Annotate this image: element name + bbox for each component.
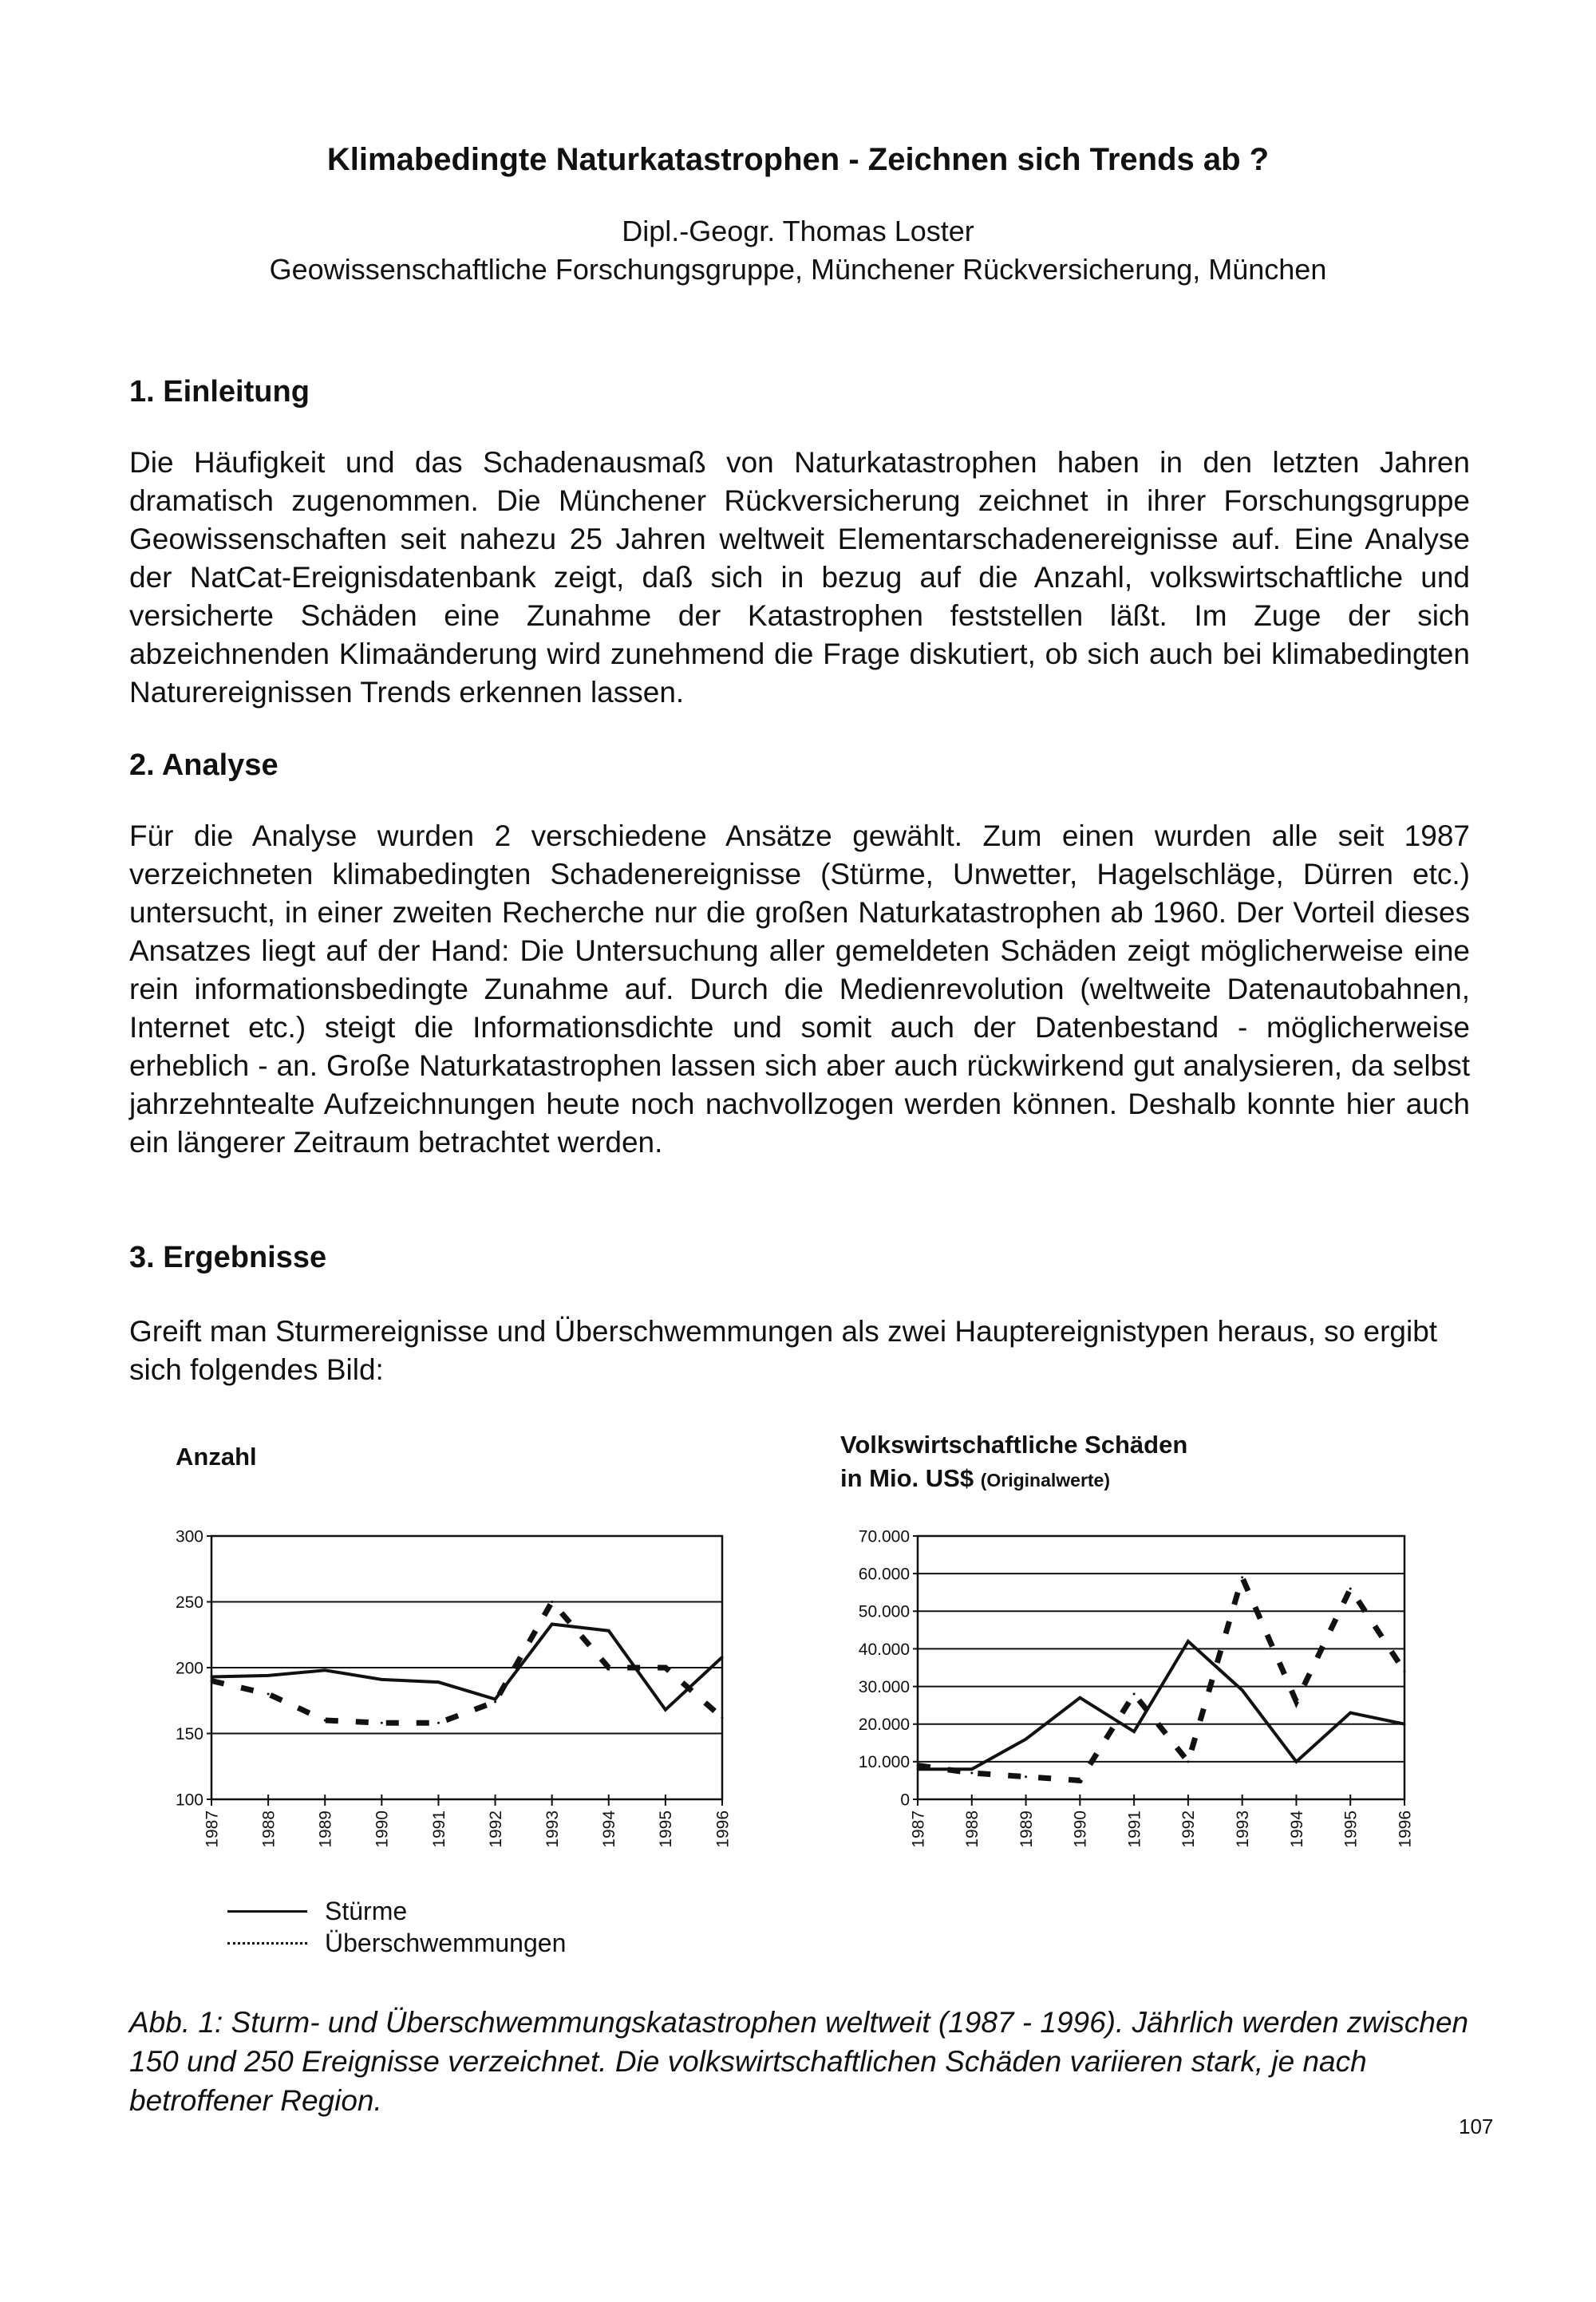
section-text-analyse: Für die Analyse wurden 2 verschiedene Ansätze gewählt. Zum einen wurden alle seit 1987 verzeichneten klimabedingten Schadenereignisse (Stürme, Unwetter, Hagelschläge, Dürren etc.) untersucht, in einer zweiten Recherche nur die großen Naturkatastrophen ab 1960. Der Vorteil dieses Ansatzes liegt auf der Hand: Die Untersuchung aller gemeldeten Schäden zeigt möglicherweise eine rein informationsbedingte Zunahme auf. Durch die Medienrevolution (weltweite Datenautobahnen, Internet etc.) steigt die Informationsdichte und somit auch der Datenbestand - möglicherweise erheblich - an. Große Naturkatastrophen lassen sich aber auch rückwirkend gut analysieren, da selbst jahrzehntealte Aufzeichnungen heute noch nachvollzogen werden können. Deshalb konnte hier auch ein längerer Zeitraum betrachtet werden. <box>129 819 1470 1159</box>
x-tick-label: 1987 <box>909 1810 928 1848</box>
data-point <box>970 1772 973 1775</box>
section-text-einleitung: Die Häufigkeit und das Schadenausmaß von Naturkatastrophen haben in den letzten Jahren dramatisch zugenommen. Die Münchener Rückversicherung zeichnet in ihrer Forschungsgruppe Geowissenschaften seit nahezu 25 Jahren weltweit Elementarschadenereignisse auf. Eine Analyse der NatCat-Ereignisdatenbank zeigt, daß sich in bezug auf die Anzahl, volkswirtschaftliche und versicherte Schäden eine Zunahme der Katastrophen feststellen läßt. Im Zuge der sich abzeichnenden Klimaänderung wird zunehmend die Frage diskutiert, ob sich auch bei klimabedingten Naturereignissen Trends erkennen lassen. <box>129 446 1470 709</box>
x-tick-label: 1989 <box>1017 1810 1036 1848</box>
y-tick-label: 70.000 <box>858 1527 910 1546</box>
data-point <box>267 1693 270 1696</box>
data-point <box>607 1667 610 1669</box>
data-point <box>211 1676 213 1678</box>
data-point <box>1079 1779 1081 1782</box>
x-tick-label: 1993 <box>543 1810 563 1848</box>
data-point <box>1349 1712 1352 1714</box>
x-tick-label: 1992 <box>1179 1810 1199 1848</box>
x-tick-label: 1992 <box>486 1810 505 1848</box>
data-point <box>721 1716 724 1719</box>
y-tick-label: 40.000 <box>858 1640 910 1659</box>
legend-swatch-dashed <box>227 1942 307 1945</box>
data-point <box>1079 1696 1081 1699</box>
data-point <box>1404 1723 1406 1725</box>
section-text-ergebnisse: Greift man Sturmereignisse und Überschwemmungen als zwei Hauptereignistypen heraus, so ergibt sich folgendes Bild: <box>129 1315 1438 1386</box>
x-tick-label: 1995 <box>1341 1810 1361 1848</box>
data-point <box>1241 1576 1243 1578</box>
data-point <box>1295 1700 1298 1703</box>
data-point <box>917 1764 919 1767</box>
data-point <box>551 1601 553 1603</box>
data-point <box>1187 1760 1189 1763</box>
data-point <box>1295 1760 1298 1763</box>
x-tick-label: 1990 <box>1071 1810 1090 1848</box>
legend-item-ueberschwemmungen <box>227 1927 566 1959</box>
data-point <box>664 1667 666 1669</box>
y-tick-label: 60.000 <box>858 1565 910 1584</box>
data-point <box>437 1722 440 1724</box>
y-tick-label: 50.000 <box>858 1602 910 1621</box>
data-point <box>267 1674 270 1676</box>
series-line-ueberschwemmungen <box>918 1577 1404 1781</box>
legend-label: Überschwemmungen <box>325 1929 567 1957</box>
data-point <box>1133 1731 1136 1733</box>
data-point <box>1187 1641 1189 1643</box>
section-heading-ergebnisse: 3. Ergebnisse <box>129 1241 327 1274</box>
chart-title-line2: in Mio. US$ <box>840 1464 974 1492</box>
data-point <box>1133 1693 1136 1696</box>
paper-title: Klimabedingte Naturkatastrophen - Zeichnen sich Trends ab ? <box>326 142 1270 177</box>
data-point <box>970 1768 973 1771</box>
y-tick-label: 250 <box>175 1593 203 1612</box>
chart-title-note: (Originalwerte) <box>980 1470 1111 1491</box>
figure-caption: Abb. 1: Sturm- und Überschwemmungskatastrophen weltweit (1987 - 1996). Jährlich werden zwischen 150 und 250 Ereignisse verzeichnet. Die volkswirtschaftlichen Schäden variieren stark, je nach betroffener Region. <box>129 2006 1469 2117</box>
section-heading-einleitung: 1. Einleitung <box>129 375 310 409</box>
data-point <box>1349 1588 1352 1590</box>
series-line-ueberschwemmungen <box>211 1602 722 1724</box>
x-tick-label: 1988 <box>259 1810 279 1848</box>
y-tick-label: 30.000 <box>858 1677 910 1696</box>
y-tick-label: 200 <box>175 1659 203 1678</box>
data-point <box>324 1669 326 1672</box>
chart-title-anzahl: Anzahl <box>176 1443 257 1471</box>
legend-swatch-solid <box>227 1910 307 1913</box>
chart-volkswirtschaftliche-schaeden <box>830 1516 1436 1883</box>
data-point <box>1404 1670 1406 1672</box>
x-tick-label: 1995 <box>657 1810 676 1848</box>
x-tick-label: 1991 <box>1125 1810 1144 1848</box>
chart-title-schaeden <box>840 1428 1187 1497</box>
x-tick-label: 1994 <box>1287 1810 1306 1848</box>
data-point <box>1241 1689 1243 1692</box>
x-tick-label: 1994 <box>600 1810 619 1848</box>
chart-anzahl <box>156 1516 738 1883</box>
y-tick-label: 20.000 <box>858 1716 910 1735</box>
x-tick-label: 1996 <box>1396 1810 1415 1848</box>
author-name: Dipl.-Geogr. Thomas Loster <box>622 215 974 247</box>
y-tick-label: 100 <box>175 1791 203 1810</box>
x-tick-label: 1987 <box>203 1810 222 1848</box>
x-tick-label: 1996 <box>713 1810 733 1848</box>
y-tick-label: 300 <box>175 1527 203 1546</box>
y-tick-label: 0 <box>900 1791 910 1810</box>
data-point <box>1025 1775 1027 1778</box>
x-tick-label: 1991 <box>429 1810 448 1848</box>
page-number: 107 <box>1459 2114 1494 2138</box>
data-point <box>551 1623 553 1625</box>
y-tick-label: 150 <box>175 1724 203 1743</box>
data-point <box>381 1722 383 1724</box>
chart-title-line1: Volkswirtschaftliche Schäden <box>840 1431 1188 1459</box>
author-affiliation: Geowissenschaftliche Forschungsgruppe, Münchener Rückversicherung, München <box>269 253 1327 286</box>
x-tick-label: 1989 <box>316 1810 335 1848</box>
legend-label: Stürme <box>325 1897 408 1925</box>
section-heading-analyse: 2. Analyse <box>129 748 279 782</box>
legend-item-stuerme <box>227 1895 566 1927</box>
x-tick-label: 1993 <box>1234 1810 1253 1848</box>
chart-legend <box>227 1895 566 1959</box>
data-point <box>1025 1738 1027 1740</box>
data-point <box>211 1680 213 1682</box>
data-point <box>664 1708 666 1711</box>
x-tick-label: 1990 <box>373 1810 392 1848</box>
data-point <box>494 1700 496 1703</box>
author-block <box>0 212 1596 289</box>
data-point <box>721 1656 724 1658</box>
series-line-stuerme <box>918 1641 1404 1769</box>
data-point <box>324 1720 326 1722</box>
x-tick-label: 1988 <box>963 1810 982 1848</box>
data-point <box>607 1629 610 1632</box>
data-point <box>437 1681 440 1684</box>
data-point <box>494 1698 496 1700</box>
y-tick-label: 10.000 <box>858 1753 910 1772</box>
data-point <box>381 1678 383 1680</box>
